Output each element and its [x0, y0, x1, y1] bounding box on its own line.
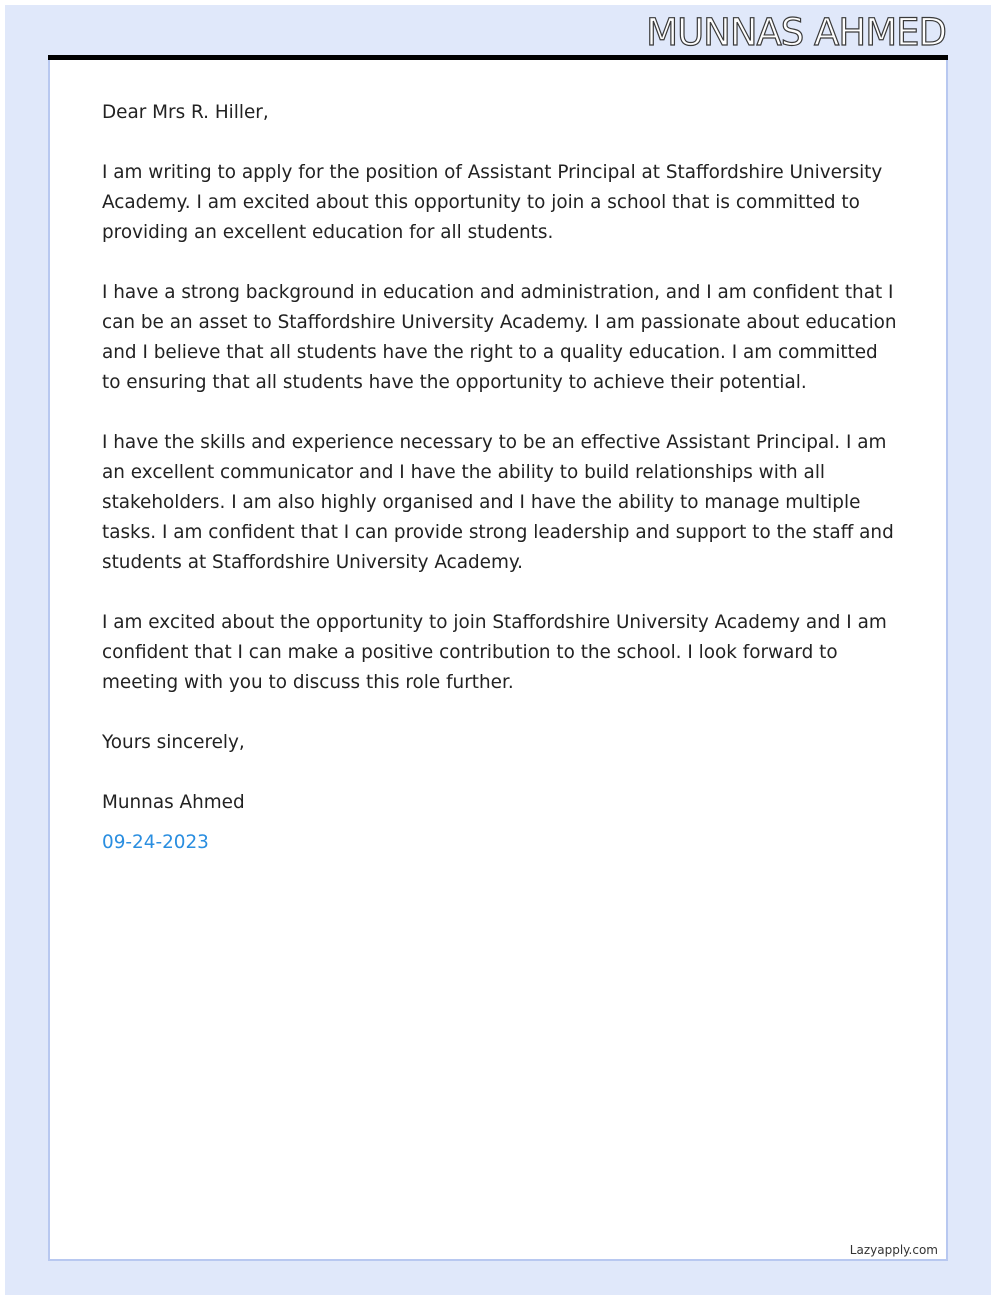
- paragraph-4: I am excited about the opportunity to join Staffordshire University Academy and I am confident that I can make a positive contribution to the school. I look forward to meeting with you to discuss this role further.: [102, 612, 887, 693]
- letter-page: [48, 60, 948, 1261]
- paragraph-1: I am writing to apply for the position of Assistant Principal at Staffordshire University Academy. I am excited about this opportunity to join a school that is committed to providing an excellent education for all students.: [102, 162, 883, 243]
- footer-watermark: Lazyapply.com: [849, 1243, 938, 1257]
- signer-name: Munnas Ahmed: [102, 792, 245, 813]
- closing: Yours sincerely,: [102, 732, 245, 753]
- paragraph-3: I have the skills and experience necessary to be an effective Assistant Principal. I am an excellent communicator and I have the ability to build relationships with all stakeholders. I am also highly organised and I have the ability to manage multiple tasks. I am confident that I can provide strong leadership and support to the staff and students at Staffordshire University Academy.: [102, 432, 894, 573]
- salutation: Dear Mrs R. Hiller,: [102, 102, 269, 123]
- header-name: MUNNAS AHMED: [646, 11, 946, 54]
- letter-body: [102, 98, 902, 888]
- paragraph-2: I have a strong background in education and administration, and I am confident that I can be an asset to Staffordshire University Academy. I am passionate about education and I believe that all students have the right to a quality education. I am committed to ensuring that all students have the opportunity to achieve their potential.: [102, 282, 897, 393]
- letter-date: 09-24-2023: [102, 832, 209, 853]
